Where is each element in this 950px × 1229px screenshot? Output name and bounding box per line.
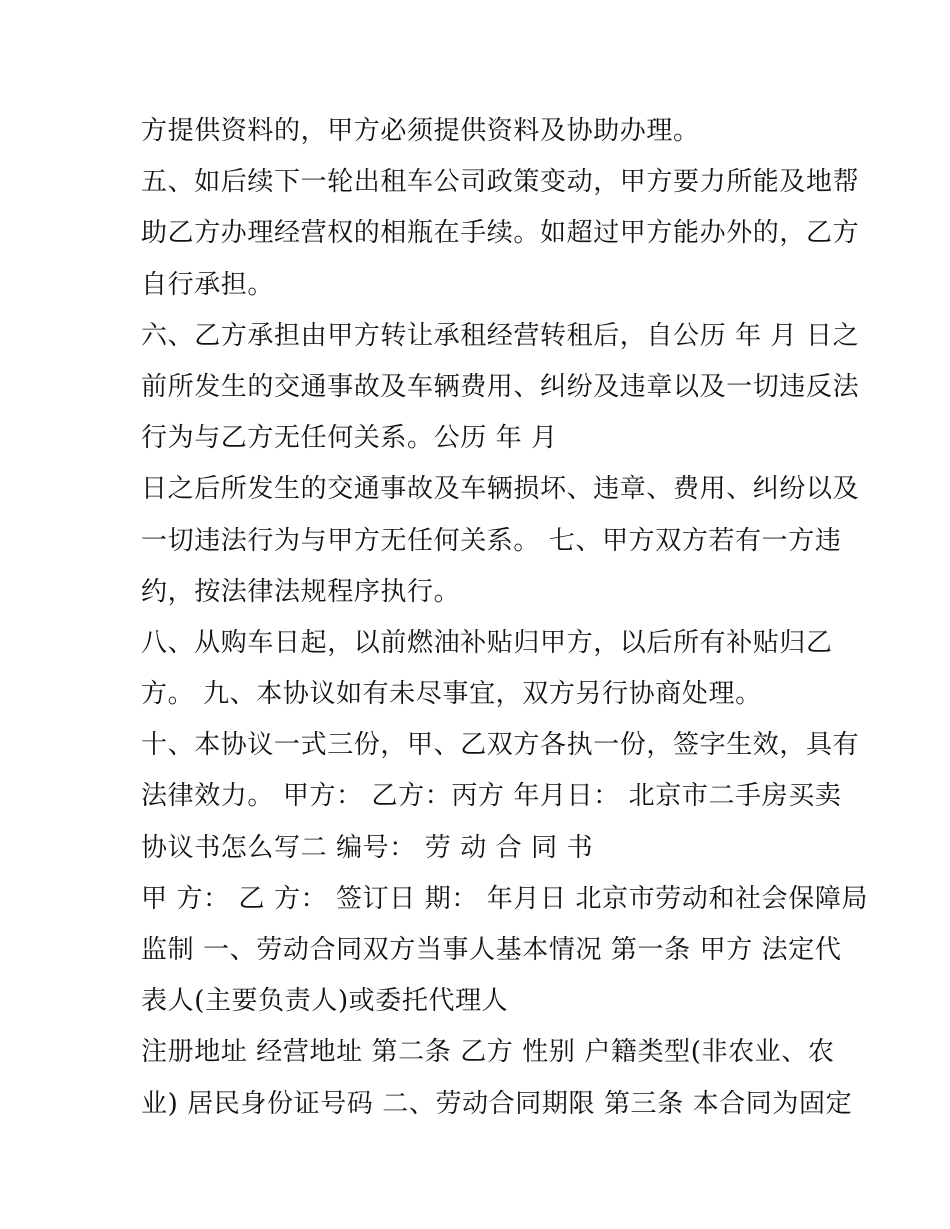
text-line: 协议书怎么写二 编号： 劳 动 合 同 书 [141,832,594,863]
text-line: 注册地址 经营地址 第二条 乙方 性别 户籍类型(非农业、农 [141,1037,835,1068]
text-line: 前所发生的交通事故及车辆费用、纠纷及违章以及一切违反法 [141,371,860,402]
text-line: 日之后所发生的交通事故及车辆损坏、违章、费用、纠纷以及 [141,474,860,505]
text-line: 业) 居民身份证号码 二、劳动合同期限 第三条 本合同为固定 [141,1088,853,1119]
text-line: 方。 九、本协议如有未尽事宜，双方另行协商处理。 [141,679,762,710]
text-line: 十、本协议一式三份，甲、乙双方各执一份，签字生效，具有 [141,730,860,761]
text-line: 行为与乙方无任何关系。公历 年 月 [141,423,558,454]
text-line: 监制 一、劳动合同双方当事人基本情况 第一条 甲方 法定代 [141,935,842,965]
text-line: 约，按法律法规程序执行。 [141,576,461,607]
text-line: 助乙方办理经营权的相瓶在手续。如超过甲方能办外的，乙方 [141,218,860,249]
text-line: 表人(主要负责人)或委托代理人 [141,986,509,1017]
text-line: 五、如后续下一轮出租车公司政策变动，甲方要力所能及地帮 [141,167,860,198]
text-line: 自行承担。 [141,269,275,300]
document-body [141,106,869,1130]
text-line: 一切违法行为与甲方无任何关系。 七、甲方双方若有一方违 [141,525,842,556]
text-line: 六、乙方承担由甲方转让承租经营转租后，自公历 年 月 日之 [141,320,860,351]
text-line: 方提供资料的，甲方必须提供资料及协助办理。 [141,116,700,146]
text-line: 甲 方： 乙 方： 签订日 期： 年月日 北京市劳动和社会保障局 [141,883,869,914]
text-line: 八、从购车日起，以前燃油补贴归甲方，以后所有补贴归乙 [141,627,833,658]
text-line: 法律效力。 甲方： 乙方：丙方 年月日： 北京市二手房买卖 [141,781,842,812]
